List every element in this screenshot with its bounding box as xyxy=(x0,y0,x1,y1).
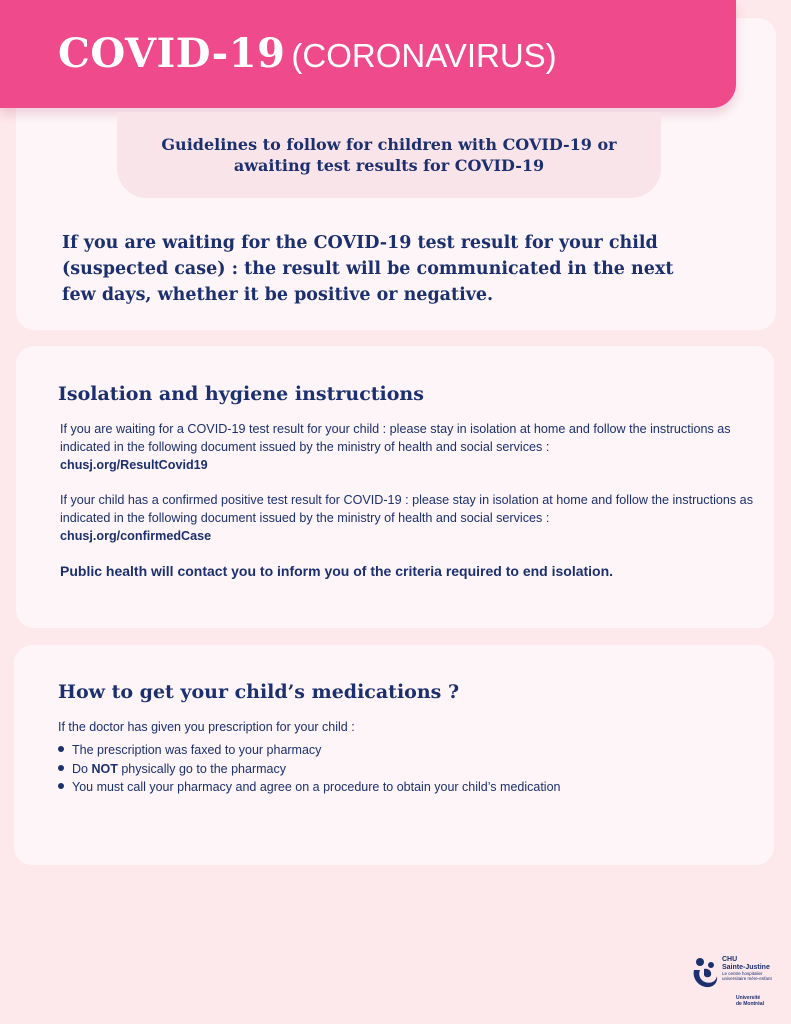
public-health-note: Public health will contact you to inform you of the criteria required to end isolation. xyxy=(60,563,614,579)
medications-intro: If the doctor has given you prescription for your child : xyxy=(58,720,355,734)
logo-line-2: Sainte-Justine xyxy=(722,963,770,971)
guidelines-line-2: awaiting test results for COVID-19 xyxy=(233,156,545,175)
confirmed-paragraph xyxy=(60,491,760,545)
suspected-case-text: If you are waiting for the COVID-19 test result for your child (suspected case) : the result will be communicated in the next few days, whether it be positive or negative. xyxy=(62,233,674,305)
list-item xyxy=(58,760,560,779)
guidelines-banner xyxy=(117,112,661,198)
logo-small-2: universitaire mère-enfant xyxy=(722,976,772,981)
chu-sainte-justine-logo xyxy=(690,952,786,1018)
uni-line-2: de Montréal xyxy=(736,1000,765,1007)
university-logo xyxy=(736,996,764,1007)
page-title xyxy=(58,30,557,77)
logo-line-1: CHU xyxy=(722,956,738,963)
list-item-emphasis: NOT xyxy=(91,761,118,776)
guidelines-line-1: Guidelines to follow for children with COVID-19 or xyxy=(161,135,617,154)
confirmed-case-link[interactable]: chusj.org/confirmedCase xyxy=(60,529,212,543)
list-item xyxy=(58,741,560,760)
waiting-paragraph xyxy=(60,420,760,474)
list-item-text-pre: Do xyxy=(72,761,92,776)
list-item-text-post: physically go to the pharmacy xyxy=(117,761,286,776)
medications-list xyxy=(58,741,560,797)
uni-line-1: Université xyxy=(736,995,761,1001)
result-covid19-link[interactable]: chusj.org/ResultCovid19 xyxy=(60,458,208,472)
page-title-sub: (CORONAVIRUS) xyxy=(291,37,557,74)
confirmed-text: If your child has a confirmed positive test result for COVID-19 : please stay in isolation at home and follow the instructions as indicated in the following document issued by the ministry of health and social services : xyxy=(60,493,753,525)
logo-small-1: Le centre hospitalier xyxy=(722,971,763,976)
list-item-text: The prescription was faxed to your pharmacy xyxy=(72,743,322,757)
page-title-main: COVID-19 xyxy=(58,30,286,77)
waiting-text: If you are waiting for a COVID-19 test result for your child : please stay in isolation at home and follow the instructions as indicated in the following document issued by the ministry of health and social services : xyxy=(60,422,731,454)
list-item xyxy=(58,778,560,797)
list-item-text: You must call your pharmacy and agree on a procedure to obtain your child’s medication xyxy=(72,780,561,794)
medications-heading: How to get your child’s medications ? xyxy=(58,681,460,703)
isolation-heading: Isolation and hygiene instructions xyxy=(58,383,424,405)
header-banner xyxy=(0,0,736,108)
logo-wordmark xyxy=(722,956,772,981)
hospital-logo-icon xyxy=(690,956,720,990)
